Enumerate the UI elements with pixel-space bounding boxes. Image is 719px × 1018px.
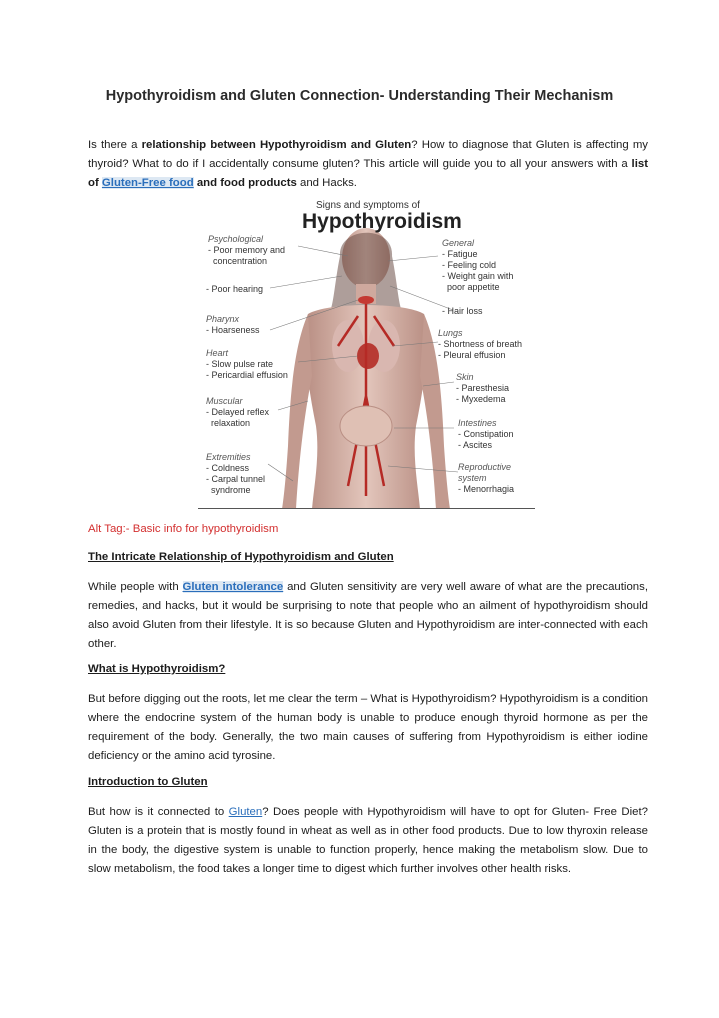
label-lungs: Lungs - Shortness of breath - Pleural effusion <box>438 328 523 360</box>
intro-text-2: ? How to diagnose that Gluten is affecting my thyroid? What to do if I accidentally consume gluten? This article will guide you to all your answers with a <box>88 139 648 170</box>
alt-tag-caption: Alt Tag:- Basic info for hypothyroidism <box>88 523 279 535</box>
gluten-link[interactable]: Gluten <box>228 806 263 818</box>
section-heading-intro-gluten: Introduction to Gluten <box>88 776 208 788</box>
intro-text-3: and Hacks. <box>296 177 357 189</box>
intro-text: Is there a <box>88 139 142 151</box>
intro-paragraph <box>88 136 648 193</box>
label-hair-loss: - Hair loss <box>442 306 483 316</box>
diagram-heading: Hypothyroidism <box>302 210 462 233</box>
intro-bold-relationship: relationship between Hypothyroidism and Gluten <box>141 139 412 151</box>
section-heading-relationship: The Intricate Relationship of Hypothyroidism and Gluten <box>88 551 394 563</box>
hypothyroidism-diagram <box>198 196 535 509</box>
section-heading-what-is: What is Hypothyroidism? <box>88 663 226 675</box>
page-title: Hypothyroidism and Gluten Connection- Understanding Their Mechanism <box>105 88 614 104</box>
gluten-intolerance-link[interactable]: Gluten intolerance <box>182 581 284 593</box>
label-psychological: Psychological - Poor memory and concentration <box>208 234 286 266</box>
gluten-free-food-link[interactable]: Gluten-Free food <box>101 177 194 189</box>
label-skin: Skin - Paresthesia - Myxedema <box>456 372 510 404</box>
section-relationship-paragraph: While people with Gluten intolerance and Gluten sensitivity are very well aware of what are the precautions, remedies, and hacks, but it would be surprising to note that people who an ailment of hypothyroidism should also avoid Gluten from their lifestyle. It is so because Gluten and Hypothyroidism are inter-connected with each other. <box>88 581 648 650</box>
label-reproductive-system: Reproductive system - Menorrhagia <box>458 462 515 494</box>
label-general: General - Fatigue - Feeling cold - Weight gain with poor appetite <box>442 238 514 292</box>
label-extremities: Extremities - Coldness - Carpal tunnel syndrome <box>206 452 266 495</box>
label-intestines: Intestines - Constipation - Ascites <box>458 418 514 450</box>
label-poor-hearing: - Poor hearing <box>206 284 264 294</box>
intro-bold-products: and food products <box>193 177 297 189</box>
label-heart: Heart - Slow pulse rate - Pericardial effusion <box>206 348 288 380</box>
diagram-subtitle: Signs and symptoms of <box>316 200 420 211</box>
label-muscular: Muscular - Delayed reflex relaxation <box>206 396 270 428</box>
intro-bold-list: list of <box>88 158 648 189</box>
section-what-is-paragraph: But before digging out the roots, let me clear the term – What is Hypothyroidism? Hypothyroidism is a condition where the endocrine system of the human body is unable to produce enough thyroid hormone as per the requirement of the body. Generally, the two main causes of suffering from Hypothyroidism is either iodine deficiency or the amino acid tyrosine. <box>88 693 648 762</box>
label-pharynx: Pharynx - Hoarseness <box>206 314 260 335</box>
figure-divider <box>198 508 535 509</box>
section-intro-gluten-paragraph: But how is it connected to Gluten? Does people with Hypothyroidism will have to opt for Gluten- Free Diet? Gluten is a protein that is mostly found in wheat as well as in other food products. Due to low thyroxin release in the body, the digestive system is unable to function properly, hence making the metabolism slow. Due to slow metabolism, the food takes a longer time to digest which further involves other health risks. <box>88 806 648 875</box>
